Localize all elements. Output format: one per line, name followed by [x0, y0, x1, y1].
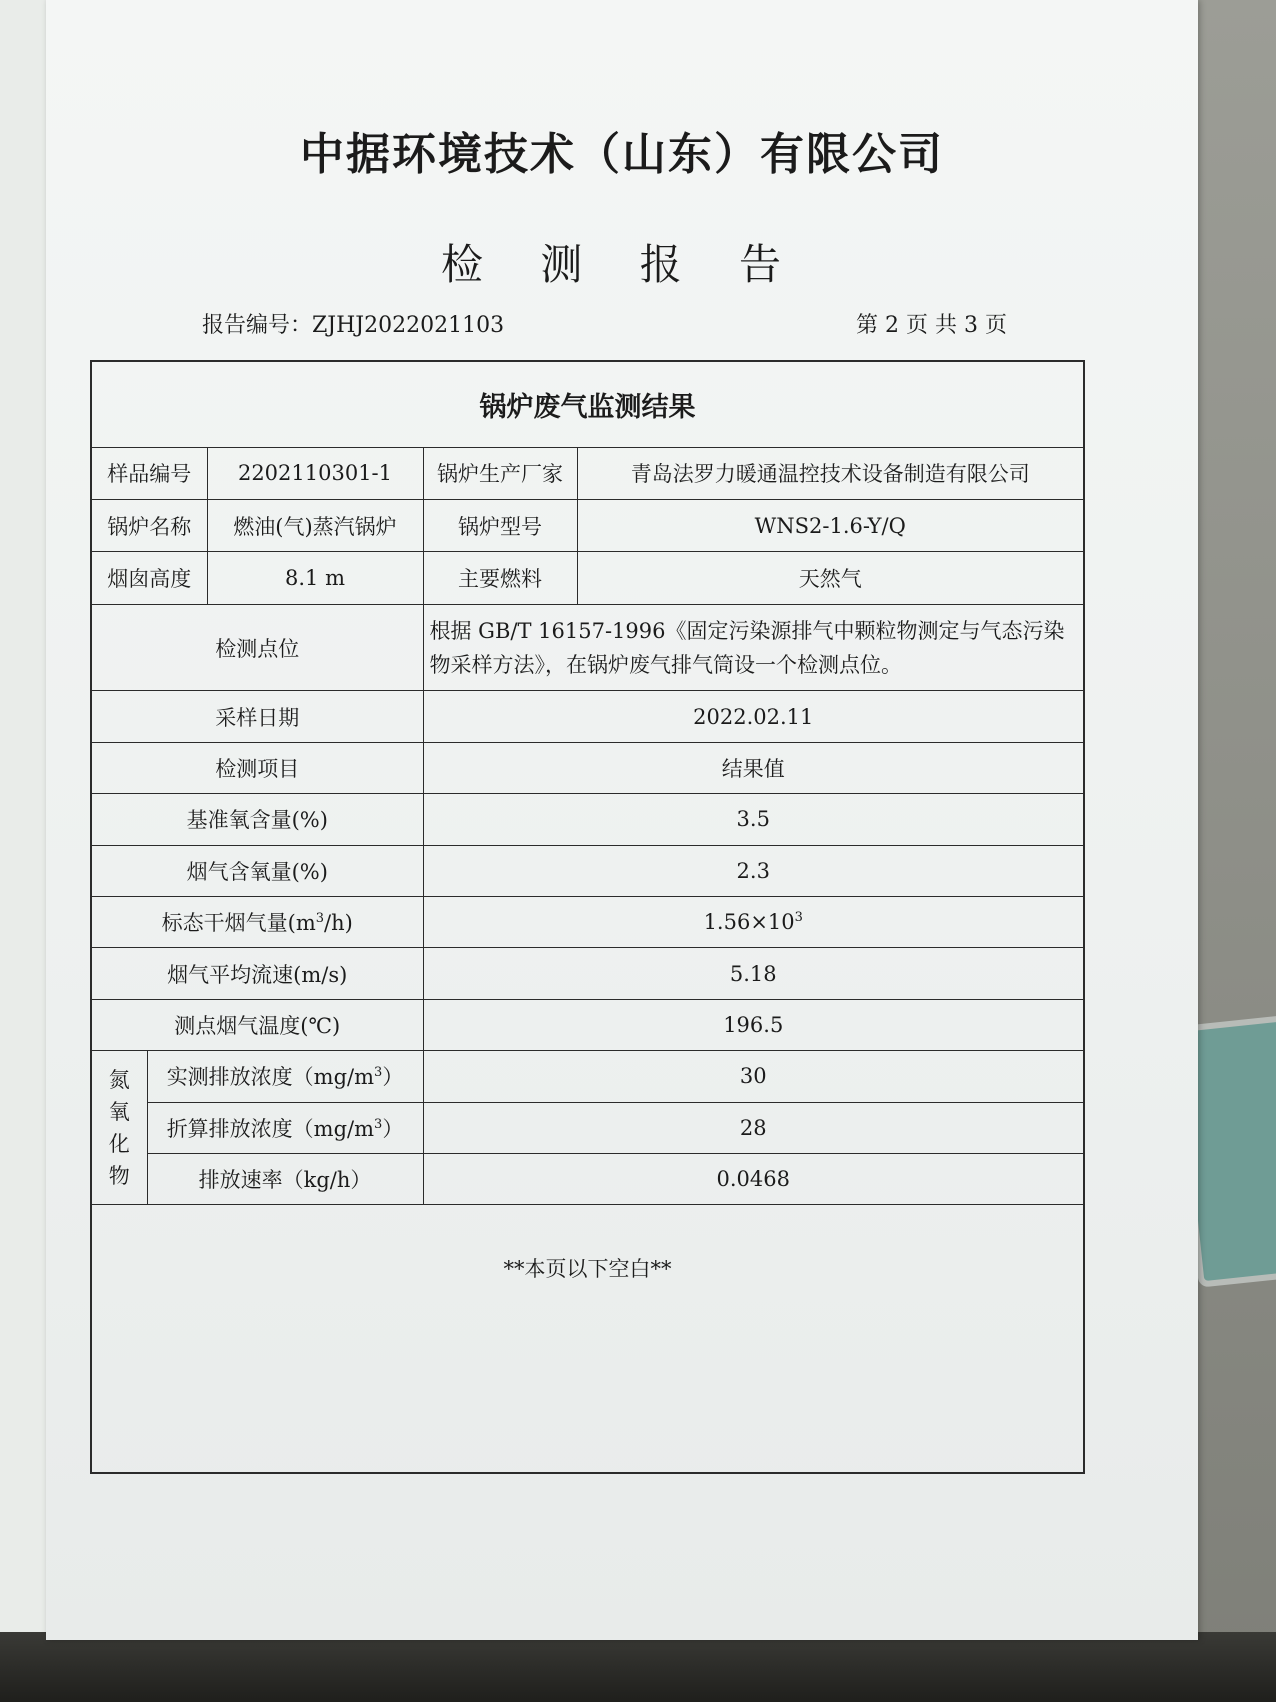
- document-title: 检 测 报 告: [440, 240, 804, 289]
- nox-measurement-label: 折算排放浓度$(mg/m^3)$: [147, 1102, 423, 1153]
- measurement-label: 烟气含氧量(%): [91, 845, 423, 896]
- measurement-row: [91, 794, 1084, 845]
- info-label: 烟囱高度: [91, 552, 207, 604]
- info-value: 8.1 m: [207, 552, 423, 604]
- nox-measurement-label: 排放速率（kg/h）: [147, 1154, 423, 1205]
- info-value: WNS2-1.6-Y/Q: [577, 500, 1084, 552]
- nox-row: [91, 1051, 1084, 1102]
- measurement-value: 196.5: [423, 999, 1084, 1050]
- info-row: [91, 447, 1084, 499]
- table-caption: 锅炉废气监测结果: [91, 361, 1084, 447]
- info-value: 天然气: [577, 552, 1084, 604]
- info-label: 锅炉名称: [91, 500, 207, 552]
- location-row: [91, 604, 1084, 691]
- report-number-label: 报告编号：: [202, 313, 313, 338]
- measurement-row: [91, 897, 1084, 948]
- info-value: 2202110301-1: [207, 447, 423, 499]
- sampling-date-value: 2022.02.11: [423, 691, 1084, 742]
- measurement-value: 5.18: [423, 948, 1084, 999]
- company-name: 中据环境技术（山东）有限公司: [300, 129, 944, 180]
- results-header-value: 结果值: [423, 742, 1084, 793]
- measurement-value: $1.56\times 10^3$: [423, 897, 1084, 948]
- blank-page-note: **本页以下空白**: [91, 1205, 1084, 1473]
- measurement-label: 烟气平均流速(m/s): [91, 948, 423, 999]
- nox-measurement-value: 30: [423, 1051, 1084, 1102]
- nox-row: [91, 1102, 1084, 1153]
- results-header-item: 检测项目: [91, 742, 423, 793]
- page-indicator: 第 2 页 共 3 页: [856, 313, 1007, 338]
- nox-measurement-label: 实测排放浓度$(mg/m^3)$: [147, 1051, 423, 1102]
- measurement-row: [91, 948, 1084, 999]
- sampling-date-row: [91, 691, 1084, 742]
- nox-measurement-value: 0.0468: [423, 1154, 1084, 1205]
- measurement-label: 基准氧含量(%): [91, 794, 423, 845]
- measurement-label: 测点烟气温度(℃): [91, 999, 423, 1050]
- blank-row: [91, 1205, 1084, 1473]
- info-row: [91, 552, 1084, 604]
- report-number: [202, 308, 504, 339]
- nox-group-label: 氮 氧 化 物: [91, 1051, 147, 1205]
- info-value: 燃油(气)蒸汽锅炉: [207, 500, 423, 552]
- report-number-value: ZJHJ2022021103: [312, 313, 505, 338]
- results-table: [90, 360, 1085, 1474]
- info-label: 主要燃料: [423, 552, 577, 604]
- nox-row: [91, 1154, 1084, 1205]
- measurement-row: [91, 845, 1084, 896]
- info-label: 样品编号: [91, 447, 207, 499]
- measurement-value: 2.3: [423, 845, 1084, 896]
- measurement-value: 3.5: [423, 794, 1084, 845]
- info-value: 青岛法罗力暖通温控技术设备制造有限公司: [577, 447, 1084, 499]
- measurement-row: [91, 999, 1084, 1050]
- results-header-row: [91, 742, 1084, 793]
- location-description: 根据 GB/T 16157-1996《固定污染源排气中颗粒物测定与气态污染物采样方法》，在锅炉废气排气筒设一个检测点位。: [423, 604, 1084, 691]
- nox-measurement-value: 28: [423, 1102, 1084, 1153]
- report-page: [46, 0, 1198, 1640]
- info-row: [91, 500, 1084, 552]
- info-label: 锅炉型号: [423, 500, 577, 552]
- location-label: 检测点位: [91, 604, 423, 691]
- desk-edge: [0, 1632, 1276, 1702]
- sampling-date-label: 采样日期: [91, 691, 423, 742]
- measurement-label: 标态干烟气量$(m^3/h)$: [91, 897, 423, 948]
- info-label: 锅炉生产厂家: [423, 447, 577, 499]
